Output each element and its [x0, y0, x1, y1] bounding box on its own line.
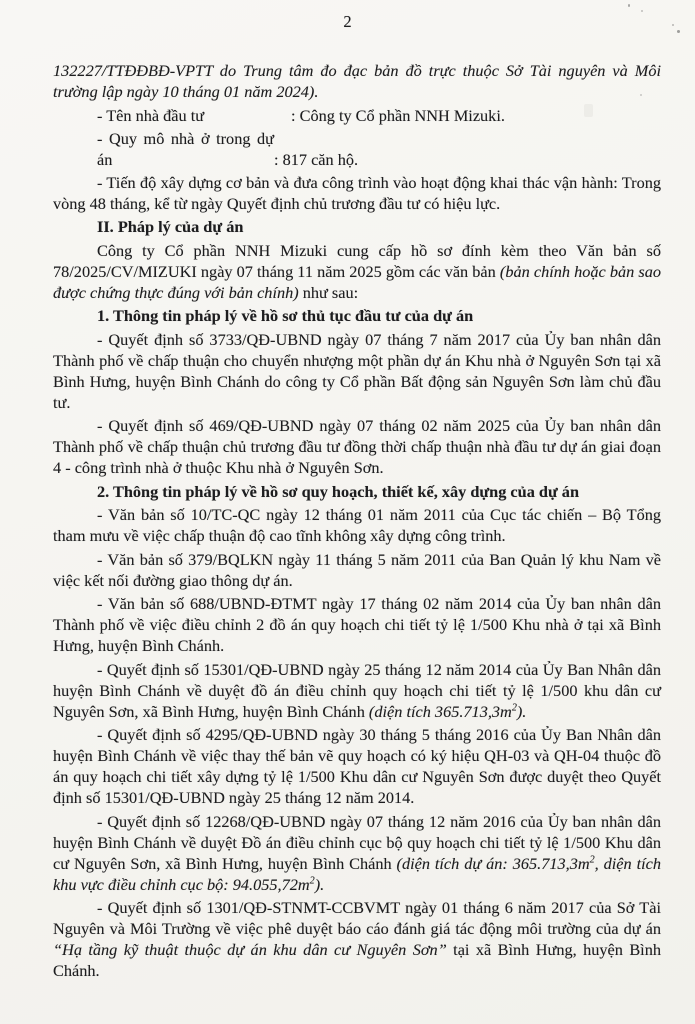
- field-value: : Công ty Cổ phần NNH Mizuki.: [291, 105, 505, 125]
- section-heading: [53, 305, 661, 326]
- paragraph: [53, 724, 661, 808]
- text-segment: 2: [309, 875, 315, 887]
- field-row: [53, 105, 661, 126]
- field-label: - Tên nhà đầu tư: [97, 105, 205, 125]
- text-segment: “Hạ tầng kỹ thuật thuộc dự án khu dân cư Nguyên Sơn”: [53, 940, 447, 959]
- field-row: [53, 128, 661, 170]
- text-segment: (diện tích dự án: 365.713,3m: [396, 853, 590, 873]
- field-value: : 817 căn hộ.: [274, 149, 359, 169]
- paragraph: [53, 504, 661, 546]
- scan-speck: [628, 4, 630, 7]
- section-heading: [53, 481, 661, 502]
- text-segment: (bản chính hoặc bản sao được chứng thực đúng với bản chính): [53, 261, 661, 302]
- text-segment: 132227/TTĐĐBĐ-VPTT do Trung tâm đo đạc bản đồ trực thuộc Sở Tài nguyên và Môi trường lập ngày 10 tháng 01 năm 2024).: [53, 61, 661, 101]
- text-segment: - Tiến độ xây dựng cơ bản và đưa công trình vào hoạt động khai thác vận hành: Trong vòng 48 tháng, kể từ ngày Quyết định chủ trương đầu tư có hiệu lực.: [53, 172, 661, 213]
- paragraph: [53, 593, 661, 656]
- paragraph: [53, 240, 661, 303]
- text-segment: 2: [511, 702, 517, 714]
- scan-speck: [672, 24, 674, 26]
- text-segment: (diện tích 365.713,3m: [368, 701, 512, 721]
- section-heading: [53, 216, 661, 237]
- text-segment: II. Pháp lý của dự án: [97, 217, 244, 236]
- text-segment: tại xã Bình Hưng, huyện Bình Chánh.: [53, 940, 661, 980]
- text-segment: - Văn bản số 10/TC-QC ngày 12 tháng 01 năm 2011 của Cục tác chiến – Bộ Tổng tham mưu về việc chấp thuận độ cao tĩnh không xây dựng công trình.: [53, 505, 661, 545]
- text-segment: - Quyết định số 15301/QĐ-UBND ngày 25 tháng 12 năm 2014 của Ủy Ban Nhân dân huyện Bình Chánh về duyệt đồ án điều chỉnh quy hoạch chi tiết tỷ lệ 1/500 khu dân cư Nguyên Sơn, xã Bình Hưng, huyện Bình Chánh: [53, 659, 661, 721]
- paragraph: [53, 659, 661, 722]
- paragraph: [53, 549, 661, 591]
- text-segment: 1. Thông tin pháp lý về hồ sơ thủ tục đầu tư của dự án: [97, 306, 474, 325]
- text-segment: ).: [516, 701, 527, 721]
- text-segment: - Văn bản số 688/UBND-ĐTMT ngày 17 tháng 02 năm 2014 của Ủy ban nhân dân Thành phố về việc điều chỉnh 2 đồ án quy hoạch chi tiết tỷ lệ 1/500 Khu nhà ở tại xã Bình Hưng, huyện Bình Chánh.: [53, 594, 661, 655]
- scan-speck: [677, 30, 680, 33]
- scan-speck: [640, 94, 642, 96]
- text-segment: 2. Thông tin pháp lý về hồ sơ quy hoạch, thiết kế, xây dựng của dự án: [97, 481, 579, 501]
- paragraph: [53, 811, 661, 895]
- paragraph: [53, 329, 661, 413]
- text-segment: Công ty Cổ phần NNH Mizuki cung cấp hồ sơ đính kèm theo Văn bản số 78/2025/CV/MIZUKI ngày 07 tháng 11 năm 2025 gồm các văn bản: [53, 240, 661, 281]
- paragraph: [53, 172, 661, 214]
- text-segment: - Quyết định số 3733/QĐ-UBND ngày 07 tháng 7 năm 2017 của Ủy ban nhân dân Thành phố về chấp thuận cho chuyển nhượng một phần dự án Khu nhà ở Nguyên Sơn tại xã Bình Hưng, huyện Bình Chánh do công ty Cổ phần Bất động sản Nguyên Sơn làm chủ đầu tư.: [53, 329, 661, 412]
- scan-smudge: [584, 104, 593, 117]
- text-segment: 2: [589, 854, 595, 866]
- document-body: [53, 60, 661, 984]
- field-label: - Quy mô nhà ở trong dự án: [97, 128, 274, 169]
- text-segment: - Quyết định số 4295/QĐ-UBND ngày 30 tháng 5 tháng 2016 của Ủy Ban Nhân dân huyện Bình Chánh về việc thay thế bản vẽ quy hoạch có ký hiệu QH-03 và QH-04 thuộc đồ án quy hoạch chi tiết xây dựng tỷ lệ 1/500 Khu dân cư Nguyên Sơn được duyệt theo Quyết định số 15301/QĐ-UBND ngày 25 tháng 12 năm 2014.: [53, 725, 661, 807]
- text-segment: ).: [314, 874, 325, 894]
- paragraph: [53, 897, 661, 981]
- text-segment: - Văn bản số 379/BQLKN ngày 11 tháng 5 năm 2011 của Ban Quản lý khu Nam về việc kết nối đường giao thông dự án.: [53, 549, 661, 590]
- text-segment: - Quyết định số 469/QĐ-UBND ngày 07 tháng 02 năm 2025 của Ủy ban nhân dân Thành phố về chấp thuận chủ trương đầu tư đồng thời chấp thuận nhà đầu tư dự án giai đoạn 4 - công trình nhà ở thuộc Khu nhà ở Nguyên Sơn.: [53, 416, 661, 477]
- text-segment: , diện tích khu vực điều chỉnh cục bộ: 94.055,72m: [53, 853, 661, 894]
- page-number: 2: [343, 12, 352, 31]
- text-segment: như sau:: [298, 282, 359, 302]
- text-segment: - Quyết định số 1301/QĐ-STNMT-CCBVMT ngày 01 tháng 6 năm 2017 của Sở Tài Nguyên và Môi Trường về việc phê duyệt báo cáo đánh giá tác động môi trường của dự án: [53, 898, 661, 938]
- paragraph: [53, 415, 661, 478]
- paragraph: [53, 60, 661, 102]
- scan-speck: [641, 10, 643, 12]
- text-segment: - Quyết định số 12268/QĐ-UBND ngày 07 tháng 12 năm 2016 của Ủy ban nhân dân huyện Bình Chánh về duyệt Đồ án điều chỉnh cục bộ quy hoạch chi tiết tỷ lệ 1/500 Khu dân cư Nguyên Sơn, xã Bình Hưng, huyện Bình Chánh: [53, 811, 661, 873]
